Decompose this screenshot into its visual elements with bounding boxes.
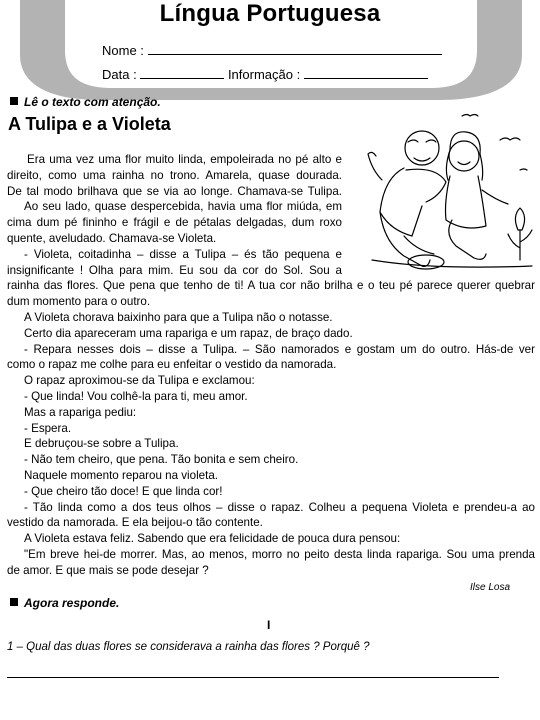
- story-line: - Não tem cheiro, que pena. Tão bonita e sem cheiro.: [24, 453, 299, 467]
- story-line: vestido da namorada. E ela beijou-o tão contente.: [7, 516, 263, 530]
- story-line: insignificante ! Olha para mim. Eu sou da cor do Sol. Sou a: [7, 263, 342, 277]
- story-line: A Violeta chorava baixinho para que a Tulipa não o notasse.: [24, 310, 333, 324]
- read-instruction: Lê o texto com atenção.: [10, 95, 161, 109]
- story-line: de amor. E que mais se pode desejar ?: [7, 563, 209, 577]
- story-line: - Violeta, coitadinha – disse a Tulipa – és tão pequena e: [24, 247, 342, 261]
- question-1: 1 – Qual das duas flores se considerava a rainha das flores ? Porquê ?: [7, 641, 370, 653]
- story-line: dum momento para o outro.: [7, 295, 151, 309]
- story-text: [7, 152, 535, 579]
- page-title: Língua Portuguesa: [159, 0, 381, 27]
- answer-instruction: Agora responde.: [10, 596, 119, 610]
- story-line: - Que cheiro tão doce! E que linda cor!: [24, 484, 223, 498]
- story-line: rainha das flores. Que pena que tenho de ti! A tua cor não brilha e o teu pé parece querer quebrar: [7, 279, 535, 293]
- info-label: Informação :: [227, 67, 301, 82]
- date-input-line[interactable]: [140, 66, 224, 79]
- story-title: A Tulipa e a Violeta: [8, 114, 171, 134]
- story-line: E debruçou-se sobre a Tulipa.: [24, 437, 179, 451]
- story-line: "Em breve hei-de morrer. Mas, ao menos, morro no peito desta linda rapariga. Sou uma prenda: [24, 547, 535, 561]
- author-name: Ilse Losa: [470, 582, 511, 593]
- story-line: O rapaz aproximou-se da Tulipa e exclamou:: [24, 374, 255, 388]
- name-label: Nome :: [102, 43, 144, 58]
- story-line: Mas a rapariga pediu:: [24, 405, 137, 419]
- story-line: quente, aveludado. Chamava-se Violeta.: [7, 231, 217, 245]
- name-field-row: [102, 42, 442, 58]
- story-line: Era uma vez uma flor muito linda, empoleirada no pé alto e: [27, 153, 342, 166]
- story-line: - Que linda! Vou colhê-la para ti, meu amor.: [24, 389, 248, 403]
- name-input-line[interactable]: [148, 42, 442, 55]
- story-line: Certo dia apareceram uma rapariga e um rapaz, de braço dado.: [24, 326, 353, 340]
- bullet-square-icon: [10, 598, 18, 606]
- date-info-row: [102, 66, 428, 82]
- bullet-square-icon: [10, 97, 18, 105]
- story-line: - Espera.: [24, 421, 72, 435]
- story-line: De tal modo brilhava que se via ao longe. Chamava-se Tulipa.: [7, 184, 342, 198]
- story-line: direito, como uma rainha no trono. Amarela, quase dourada.: [7, 168, 342, 182]
- story-line: Naquele momento reparou na violeta.: [24, 468, 218, 482]
- info-input-line[interactable]: [304, 66, 428, 79]
- story-line: - Repara nesses dois – disse a Tulipa. – São namorados e gostam um do outro. Hás-de ver: [24, 342, 535, 356]
- story-line: como o rapaz me colhe para eu enfeitar o vestido da namorada.: [7, 358, 337, 372]
- section-number: I: [267, 618, 271, 632]
- answer-line[interactable]: [7, 677, 499, 678]
- story-line: - Tão linda como a dos teus olhos – disse o rapaz. Colheu a pequena Violeta e prendeu-a ao: [24, 500, 535, 514]
- story-line: A Violeta estava feliz. Sabendo que era felicidade de pouca dura pensou:: [24, 532, 401, 546]
- story-line: cima dum pé fininho e frágil e de pétalas delgadas, dum roxo: [7, 216, 342, 230]
- date-label: Data :: [102, 67, 137, 82]
- story-line: Ao seu lado, quase despercebida, havia uma flor miúda, em: [24, 200, 342, 214]
